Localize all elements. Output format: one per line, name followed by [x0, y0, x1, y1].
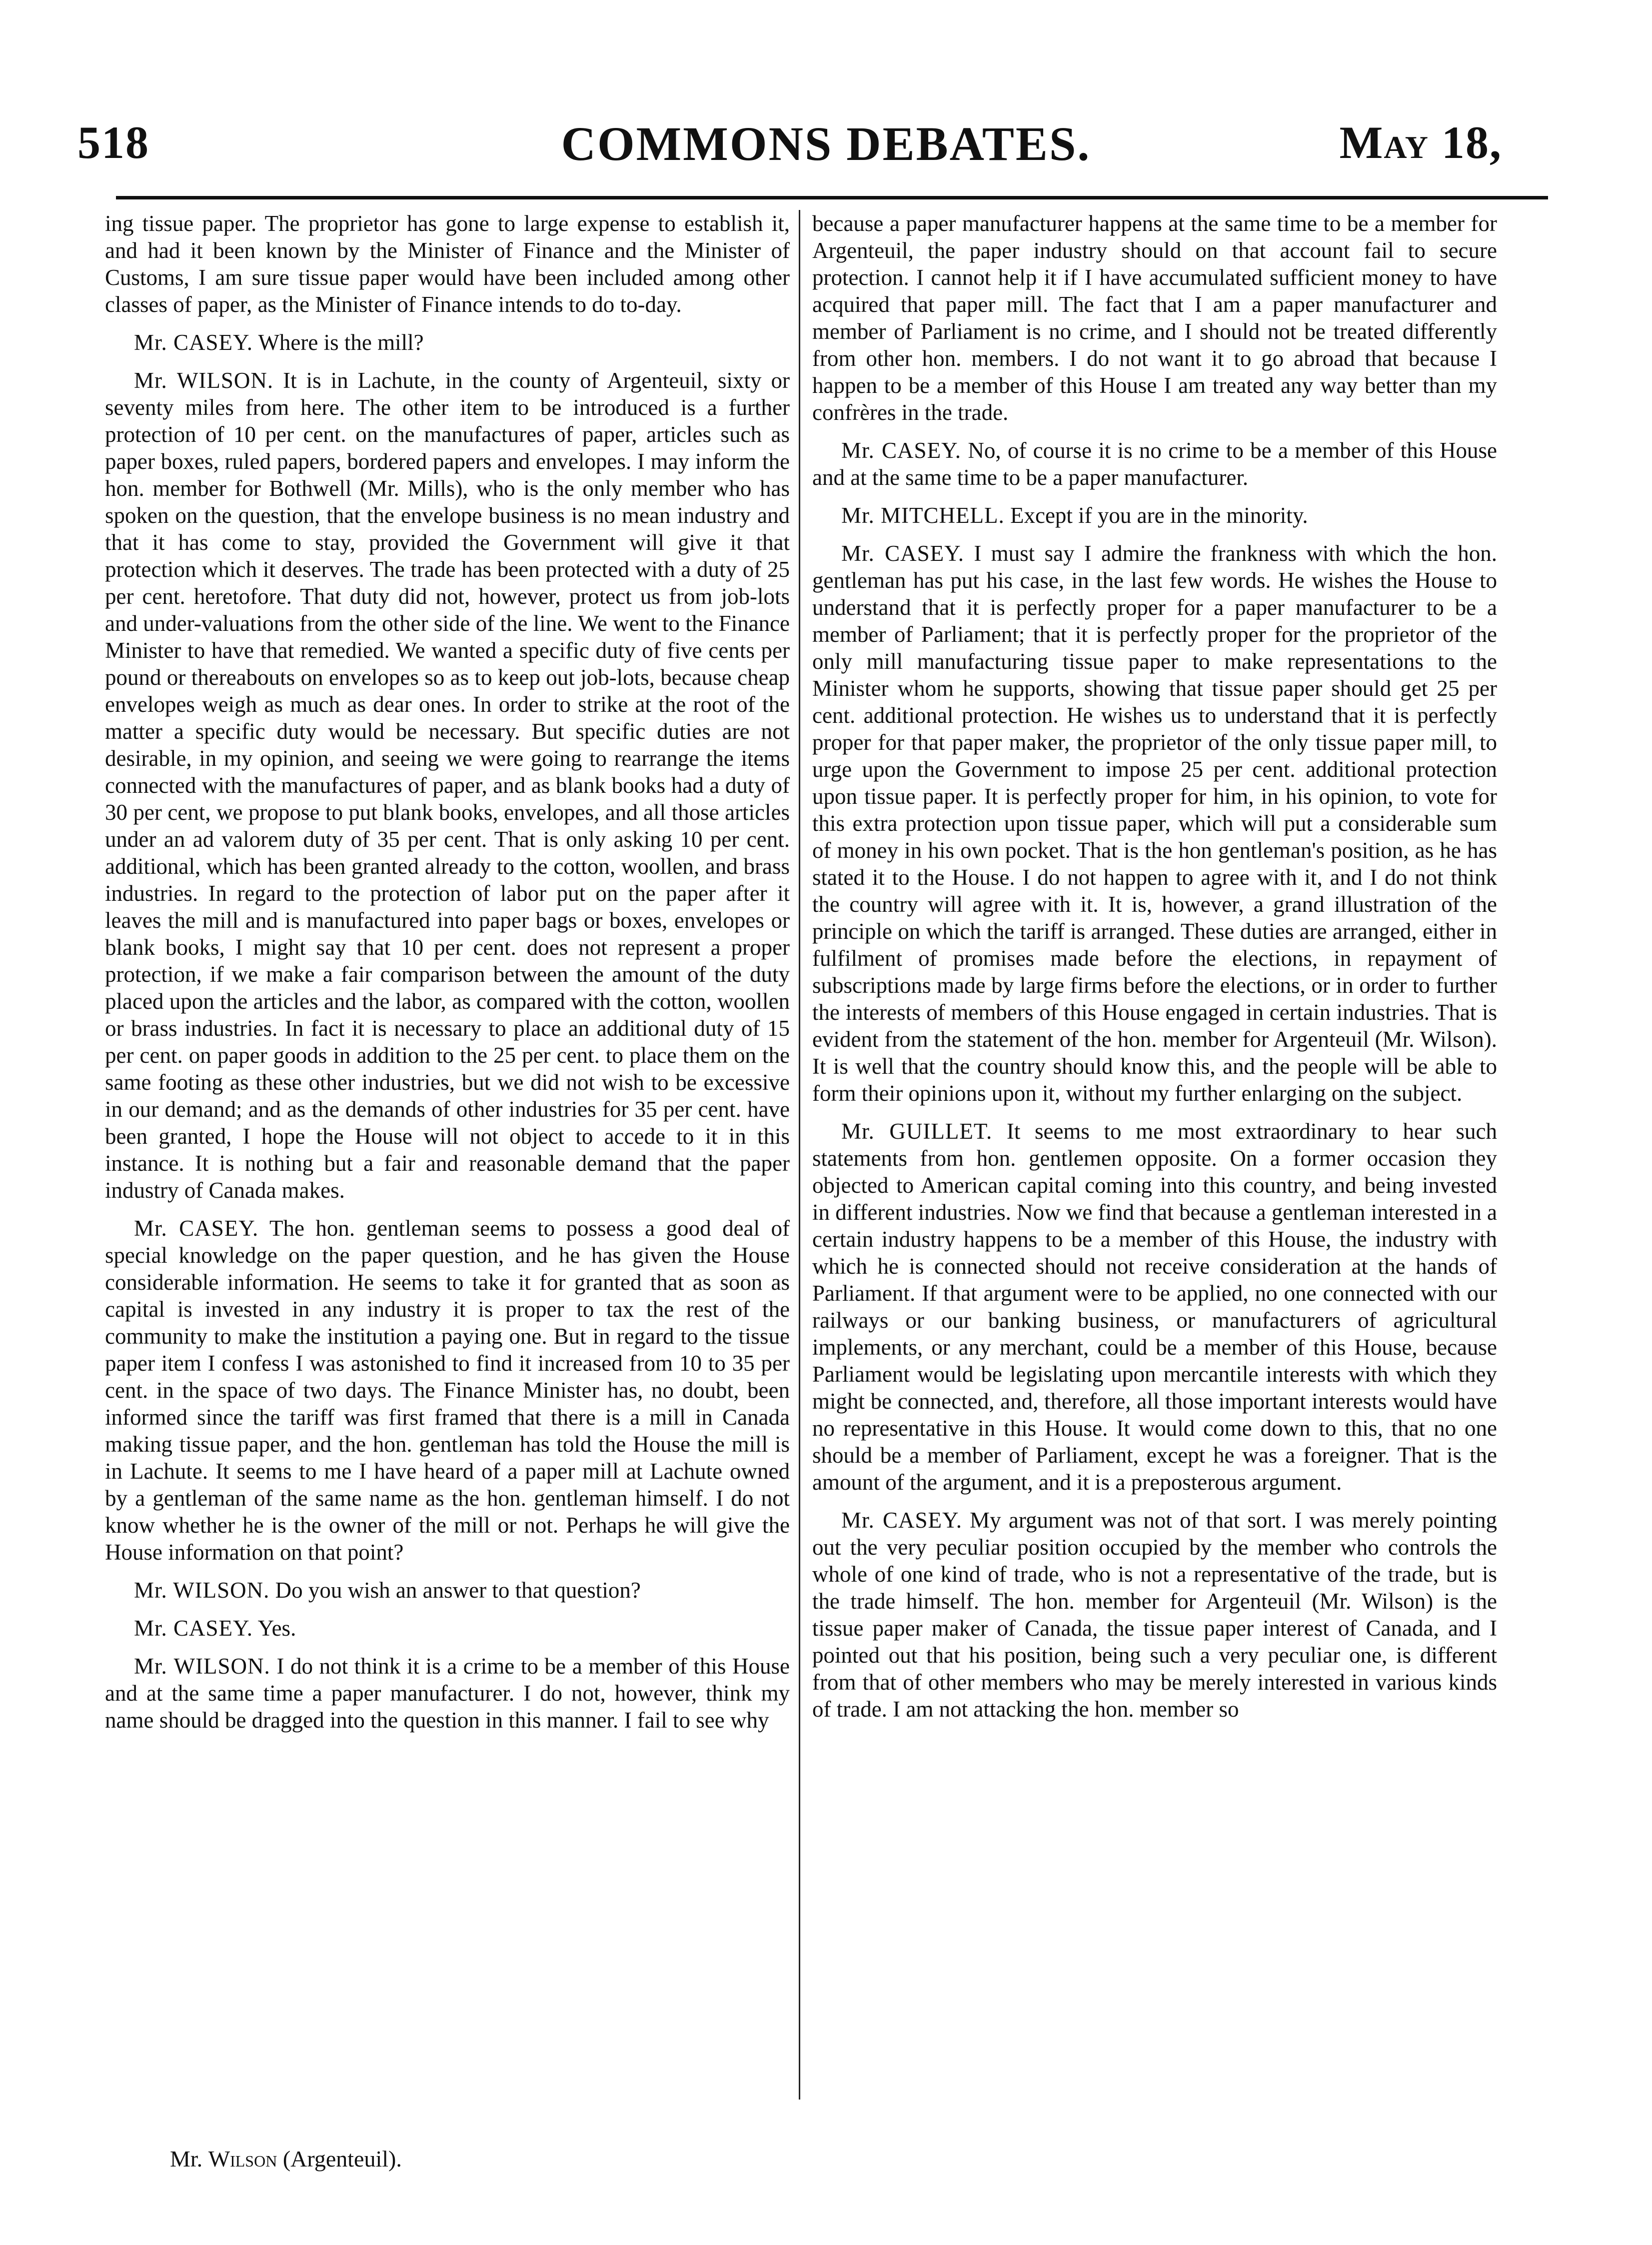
page-number: 518 — [77, 117, 149, 168]
paragraph-text: I must say I admire the frankness with which the hon. gentleman has put his case, in the last few words. He wishes the House to understand that it is perfectly proper for a paper manufacturer to be a member of Parliament; that it is perfectly proper for the proprietor of the only mill manufacturing tissue paper to make representations to the Minister whom he supports, showing that tissue paper should get 25 per cent. additional protection. He wishes us to understand that it is perfectly proper for that paper maker, the proprietor of the only tissue paper mill, to urge upon the Government to impose 25 per cent. additional protection upon tissue paper. It is perfectly proper for him, in his opinion, to vote for this extra protection upon tissue paper, which will put a considerable sum of money in his own pocket. That is the hon gentleman's position, as he has stated it to the House. I do not happen to agree with it, and I do not think the country will agree with it. It is, however, a grand illustration of the principle on which the tariff is arranged. These duties are arranged, either in fulfilment of promises made before the elections, in repayment of subscriptions made by large firms before the elections, or in order to further the interests of members of this House engaged in certain industries. That is evident from the statement of the hon. member for Argenteuil (Mr. Wilson). It is well that the country should know this, and the people will be able to form their opinions upon it, without my further enlarging on the subject. — [812, 541, 1498, 1106]
paragraph-text: The hon. gentleman seems to possess a good deal of special knowledge on the paper question, and he has given the House considerable information. He seems to take it for granted that as soon as capital is invested in any industry it is proper to tax the rest of the community to make the institution a paying one. But in regard to the tissue paper item I confess I was astonished to find it increased from 10 to 35 per cent. in the space of two days. The Finance Minister has, no doubt, been informed since the tariff was first framed that there is a mill in Canada making tissue paper, and the hon. gentleman has told the House the mill is in Lachute. It seems to me I have heard of a paper mill at Lachute owned by a gentleman of the same name as the hon. gentleman himself. I do not know whether he is the owner of the mill or not. Perhaps he will give the House information on that point? — [105, 1216, 790, 1565]
header-rule — [116, 196, 1548, 199]
paragraph-text: No, of course it is no crime to be a member of this House and at the same time to be a paper manufacturer. — [812, 438, 1498, 490]
paragraph — [812, 1507, 1497, 1723]
paragraph-text: It is in Lachute, in the county of Argenteuil, sixty or seventy miles from here. The other item to be introduced is a further protection of 10 per cent. on the manufactures of paper, articles such as paper boxes, ruled papers, bordered papers and envelopes. I may inform the hon. member for Bothwell (Mr. Mills), who is the only member who has spoken on the question, that the envelope business is no mean industry and that it has come to stay, provided the Government will give it that protection which it deserves. The trade has been protected with a duty of 25 per cent. heretofore. That duty did not, however, protect us from job-lots and under-valuations from the other side of the line. We went to the Finance Minister to have that remedied. We wanted a specific duty of five cents per pound or thereabouts on envelopes so as to keep out job-lots, because cheap envelopes weigh as much as dear ones. In order to strike at the root of the matter a specific duty would be necessary. But specific duties are not desirable, in my opinion, and seeing we were going to rearrange the items connected with the manufactures of paper, and as blank books had a duty of 30 per cent, we propose to put blank books, envelopes, and all those articles under an ad valorem duty of 35 per cent. That is only asking 10 per cent. additional, which has been granted already to the cotton, woollen, and brass industries. In regard to the protection of labor put on the paper after it leaves the mill and is manufactured into paper bags or boxes, envelopes or blank books, I might say that 10 per cent. does not represent a proper protection, if we make a fair comparison between the amount of the duty placed upon the articles and the labor, as compared with the cotton, woollen or brass industries. In fact it is necessary to place an additional duty of 15 per cent. on paper goods in addition to the 25 per cent. to place them on the same footing as these other industries, but we did not wish to be excessive in our demand; and as the demands of other industries for 35 per cent. have been granted, I hope the House will not object to accede to it in this instance. It is nothing but a fair and reasonable demand that the paper industry of Canada makes. — [105, 368, 790, 1203]
speaker-name: Mr. CASEY. — [134, 1616, 253, 1641]
page-date: May 18, — [1339, 117, 1502, 168]
footnote-prefix: Mr. — [170, 2146, 203, 2172]
speaker-name: Mr. MITCHELL. — [841, 503, 1005, 528]
footnote-suffix: (Argenteuil). — [282, 2146, 402, 2172]
paragraph-text: Do you wish an answer to that question? — [275, 1578, 641, 1603]
speaker-name: Mr. CASEY. — [134, 1216, 259, 1241]
paragraph — [812, 540, 1497, 1107]
speaker-name: Mr. CASEY. — [841, 541, 965, 566]
paragraph — [105, 329, 790, 356]
left-column — [105, 210, 790, 1745]
speaker-name: Mr. WILSON. — [134, 368, 274, 393]
speaker-name: Mr. WILSON. — [134, 1578, 270, 1603]
paragraph-text: Except if you are in the minority. — [1010, 503, 1308, 528]
column-divider — [799, 210, 800, 2100]
paragraph — [105, 210, 790, 318]
paragraph-text: I do not think it is a crime to be a member of this House and at the same time a paper manufacturer. I do not, however, think my name should be dragged into the question in this manner. I fail to see why — [105, 1654, 790, 1733]
right-column — [812, 210, 1497, 1734]
page-title: COMMONS DEBATES. — [561, 117, 1091, 170]
paragraph — [812, 502, 1497, 529]
paragraph — [812, 1118, 1497, 1496]
paragraph-text: My argument was not of that sort. I was merely pointing out the very peculiar position occupied by the member who controls the whole of one kind of trade, who is not a representative of the trade, but is the trade himself. The hon. member for Argenteuil (Mr. Wilson) is the tissue paper maker of Canada, the tissue paper interest of Canada, and I pointed out that his position, being such a very peculiar one, is different from that of other members who may be merely interested in various kinds of trade. I am not attacking the hon. member so — [812, 1508, 1498, 1722]
paragraph-text: Yes. — [257, 1616, 296, 1641]
paragraph — [812, 437, 1497, 491]
speaker-name: Mr. GUILLET. — [841, 1119, 993, 1144]
paragraph-text: because a paper manufacturer happens at the same time to be a member for Argenteuil, the paper industry should on that account fail to secure protection. I cannot help it if I have accumulated sufficient money to have acquired that paper mill. The fact that I am a paper manufacturer and member of Parliament is no crime, and I should not be treated differently from other hon. members. I do not want it to go abroad that because I happen to be a member of this House I am treated any way better than my confrères in the trade. — [812, 211, 1497, 425]
paragraph-text: Where is the mill? — [258, 330, 424, 355]
paragraph — [105, 1653, 790, 1734]
paragraph — [105, 1615, 790, 1642]
footnote-speaker-attribution — [170, 2146, 402, 2172]
speaker-name: Mr. CASEY. — [841, 438, 962, 463]
paragraph — [105, 367, 790, 1204]
speaker-name: Mr. CASEY. — [134, 330, 253, 355]
paragraph — [105, 1215, 790, 1566]
paragraph-text: It seems to me most extraordinary to hear such statements from hon. gentlemen opposite. On a former occasion they objected to American capital coming into this country, and being invested in different industries. Now we find that because a gentleman interested in a certain industry happens to be a member of this House, the industry with which he is connected should not receive consideration at the hands of Parliament. If that argument were to be applied, no one connected with our railways or our banking business, or manufacturers of agricultural implements, or any merchant, could be a member of this House, because Parliament would be legislating upon mercantile interests with which they might be connected, and, therefore, all those important interests would have no representative in this House. It would come down to this, that no one should be a member of Parliament, except he was a foreigner. That is the amount of the argument, and it is a preposterous argument. — [812, 1119, 1498, 1495]
paragraph-text: ing tissue paper. The proprietor has gone to large expense to establish it, and had it been known by the Minister of Finance and the Minister of Customs, I am sure tissue paper would have been included among other classes of paper, as the Minister of Finance intends to do to-day. — [105, 211, 790, 317]
paragraph — [105, 1577, 790, 1604]
speaker-name: Mr. WILSON. — [134, 1654, 270, 1679]
paragraph — [812, 210, 1497, 426]
footnote-name: Wilson — [208, 2146, 277, 2172]
speaker-name: Mr. CASEY. — [841, 1508, 962, 1533]
